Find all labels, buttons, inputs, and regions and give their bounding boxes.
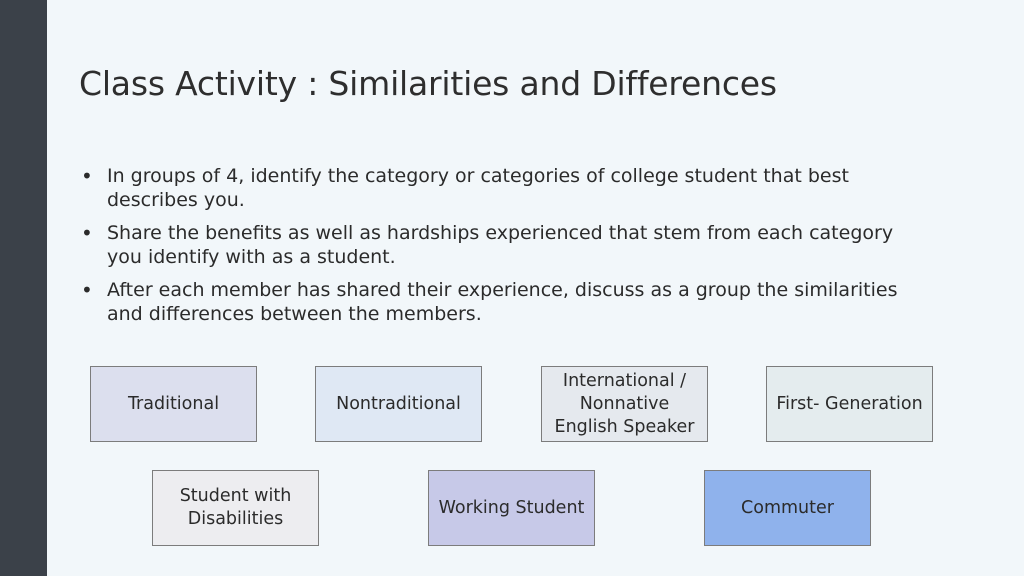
category-box-traditional [90, 366, 257, 442]
bullet-text: After each member has shared their experience, discuss as a group the similarities and differences between the members. [107, 279, 898, 325]
category-label: Nontraditional [336, 393, 461, 414]
category-box-nontraditional [315, 366, 482, 442]
category-label: Commuter [741, 497, 834, 518]
bullet-item [79, 278, 919, 326]
category-box-working-student [428, 470, 595, 546]
bullet-list [79, 164, 919, 335]
category-label: First- Generation [776, 393, 923, 414]
bullet-item [79, 164, 919, 212]
category-box-international [541, 366, 708, 442]
bullet-text: Share the benefits as well as hardships experienced that stem from each category you identify with as a student. [107, 222, 894, 268]
bullet-dot-icon: • [81, 278, 93, 302]
category-box-commuter [704, 470, 871, 546]
category-label: Student with Disabilities [179, 486, 292, 529]
bullet-text: In groups of 4, identify the category or categories of college student that best describes you. [107, 165, 849, 211]
category-box-first-generation [766, 366, 933, 442]
category-label: Traditional [127, 393, 220, 414]
bullet-dot-icon: • [81, 221, 93, 245]
slide-title: Class Activity : Similarities and Differences [79, 64, 777, 103]
bullet-item [79, 221, 919, 269]
bullet-dot-icon: • [81, 164, 93, 188]
category-label: International / Nonnative English Speaker [554, 370, 695, 437]
category-label: Working Student [438, 497, 585, 518]
category-box-disabilities [152, 470, 319, 546]
side-accent-bar [0, 0, 47, 576]
